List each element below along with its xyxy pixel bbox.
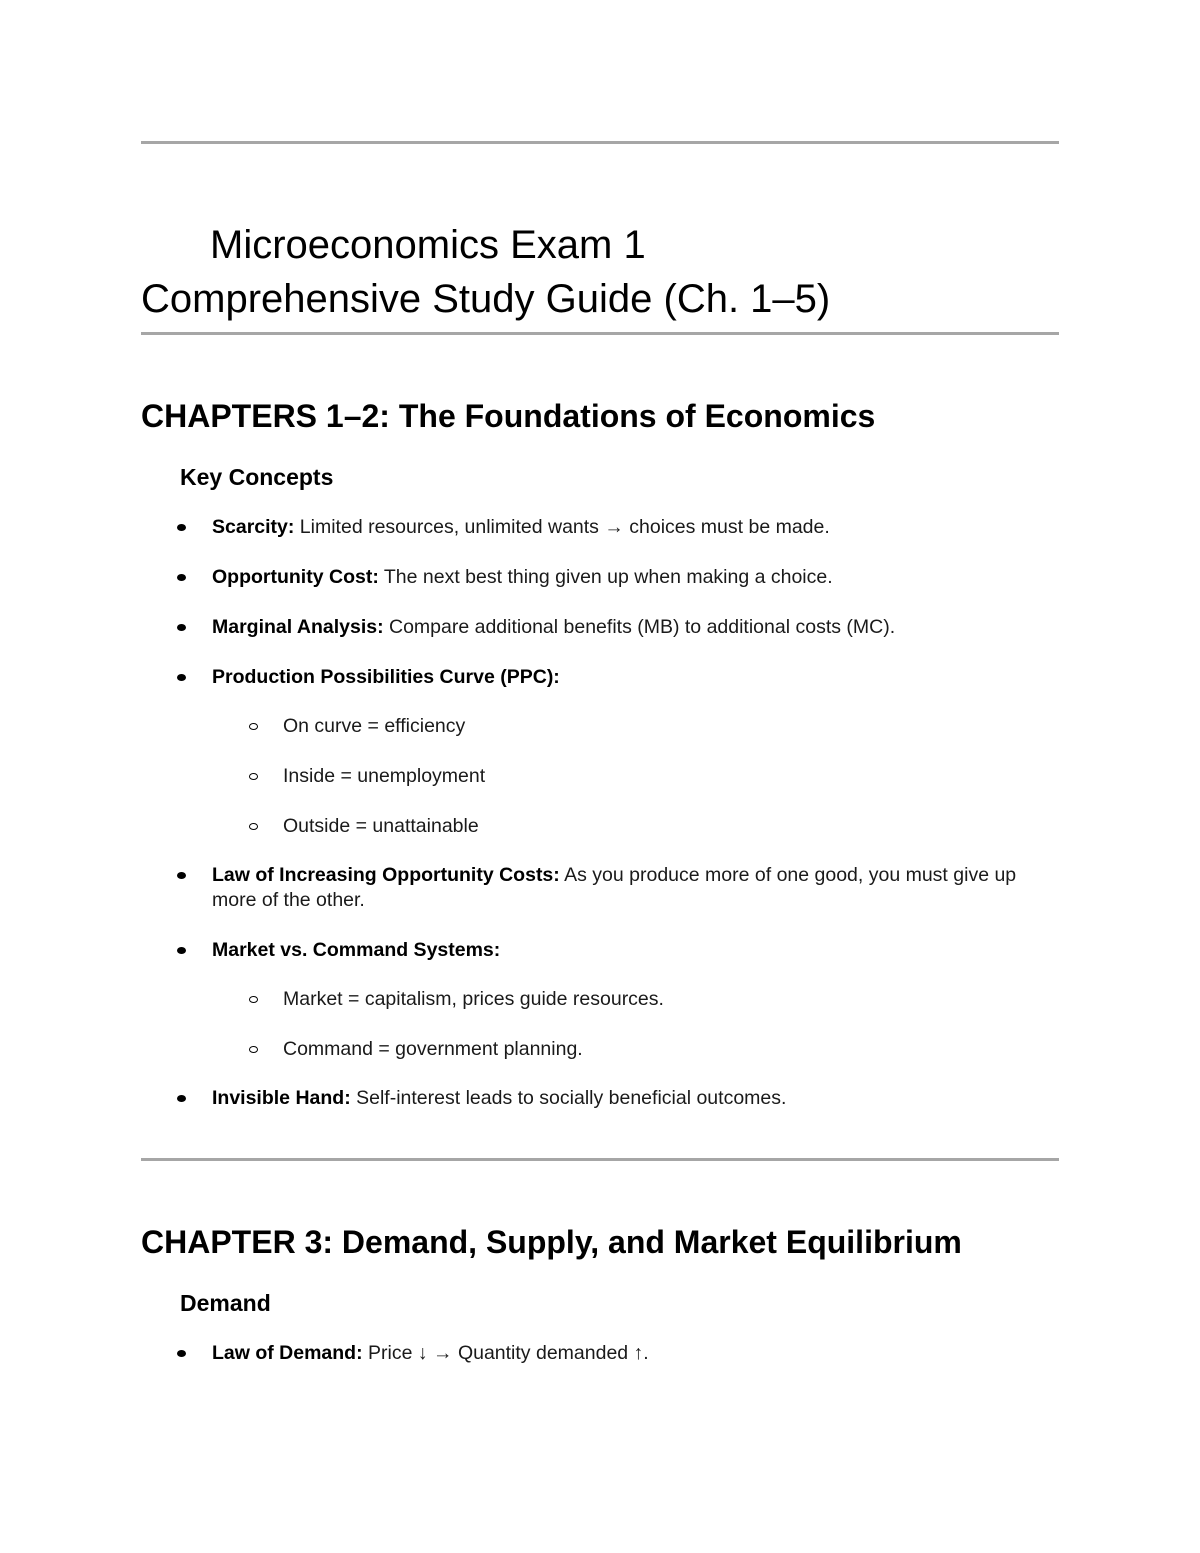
list-item-market-vs-command xyxy=(212,938,1052,963)
section-divider xyxy=(141,1158,1059,1161)
list-item-law-of-demand xyxy=(212,1341,1052,1366)
sub-item-market: Market = capitalism, prices guide resources. xyxy=(283,988,664,1010)
sub-item-on-curve: On curve = efficiency xyxy=(283,715,466,737)
term: Invisible Hand: xyxy=(212,1087,351,1109)
section-heading-ch1-2: CHAPTERS 1–2: The Foundations of Economics xyxy=(141,398,876,434)
list-item-scarcity xyxy=(212,515,1052,540)
bullet-icon xyxy=(177,1095,186,1102)
circle-bullet-icon xyxy=(249,823,258,830)
top-divider xyxy=(141,141,1059,144)
bullet-icon xyxy=(177,947,186,954)
sub-item-outside: Outside = unattainable xyxy=(283,815,479,837)
sub-item-command: Command = government planning. xyxy=(283,1038,583,1060)
circle-bullet-icon xyxy=(249,996,258,1003)
term: Opportunity Cost: xyxy=(212,566,379,588)
bullet-icon xyxy=(177,624,186,631)
term: Market vs. Command Systems: xyxy=(212,939,501,961)
definition: Self-interest leads to socially beneficial outcomes. xyxy=(350,1087,787,1109)
term: Marginal Analysis: xyxy=(212,616,384,638)
definition: As you produce more of one good, you must give up more of the other. xyxy=(212,864,1017,911)
bullet-icon xyxy=(177,524,186,531)
list-item-ppc xyxy=(212,665,1052,690)
bullet-icon xyxy=(177,674,186,681)
document-title xyxy=(141,218,830,326)
term: Law of Demand: xyxy=(212,1342,363,1364)
title-line-2: Comprehensive Study Guide (Ch. 1–5) xyxy=(141,277,831,321)
definition: Compare additional benefits (MB) to additional costs (MC). xyxy=(383,616,896,638)
circle-bullet-icon xyxy=(249,723,258,730)
circle-bullet-icon xyxy=(249,1046,258,1053)
bullet-icon xyxy=(177,872,186,879)
subheading-key-concepts: Key Concepts xyxy=(180,464,334,490)
term: Production Possibilities Curve (PPC): xyxy=(212,666,560,688)
bullet-icon xyxy=(177,1350,186,1357)
term: Scarcity: xyxy=(212,516,295,538)
title-line-1: Microeconomics Exam 1 xyxy=(210,223,646,267)
definition: The next best thing given up when making a choice. xyxy=(378,566,833,588)
definition: Limited resources, unlimited wants → choices must be made. xyxy=(294,516,830,538)
term: Law of Increasing Opportunity Costs: xyxy=(212,864,560,886)
circle-bullet-icon xyxy=(249,773,258,780)
list-item-marginal-analysis xyxy=(212,615,1052,640)
section-heading-ch3: CHAPTER 3: Demand, Supply, and Market Equilibrium xyxy=(141,1224,962,1260)
list-item-invisible-hand xyxy=(212,1086,1052,1111)
sub-item-inside: Inside = unemployment xyxy=(283,765,486,787)
title-divider xyxy=(141,332,1059,335)
list-item-increasing-opportunity-costs xyxy=(212,863,1052,913)
bullet-icon xyxy=(177,574,186,581)
list-item-opportunity-cost xyxy=(212,565,1052,590)
definition: Price ↓ → Quantity demanded ↑. xyxy=(362,1342,649,1364)
subheading-demand: Demand xyxy=(180,1290,271,1316)
